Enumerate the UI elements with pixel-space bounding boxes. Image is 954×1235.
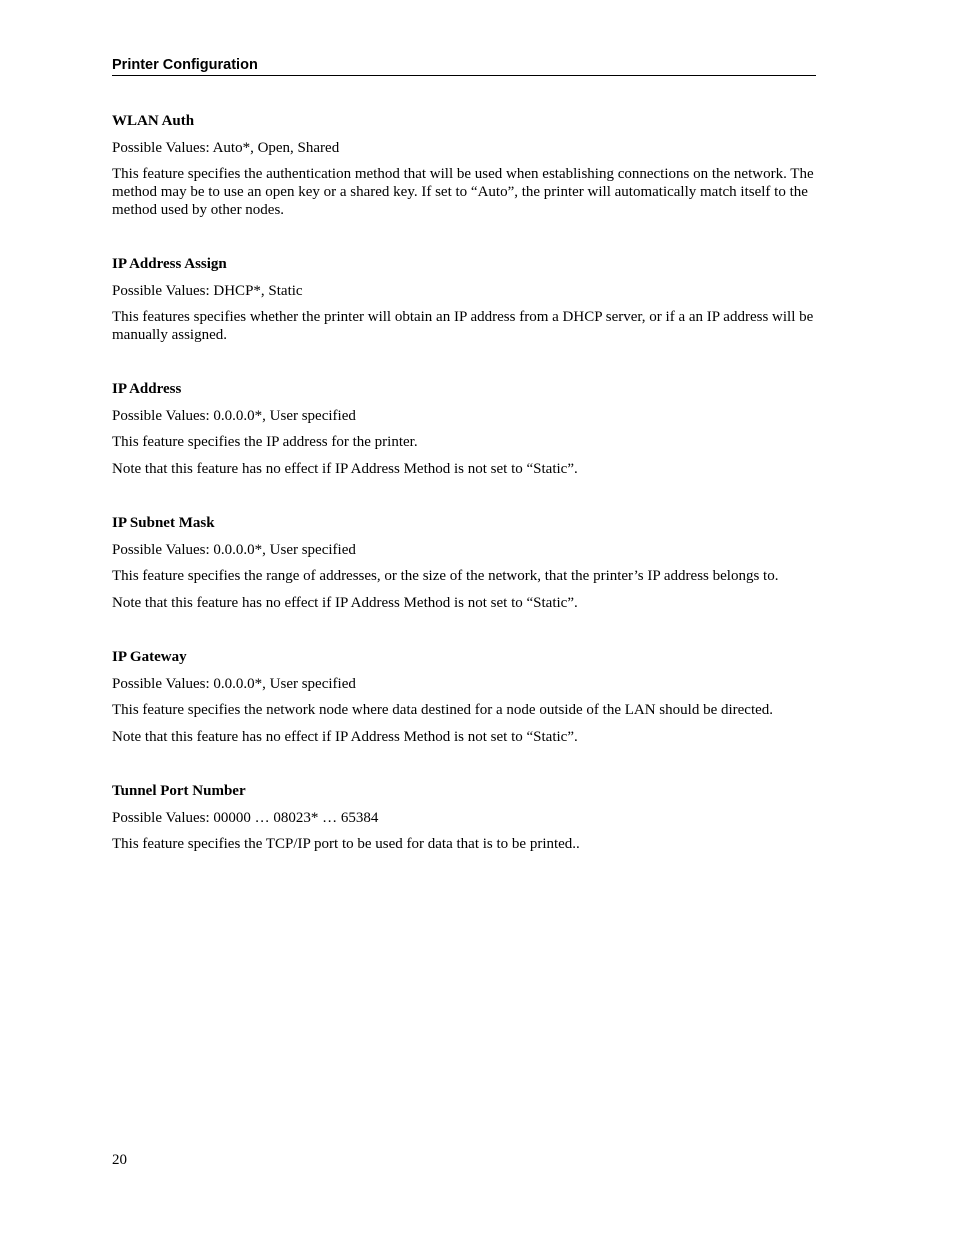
description-paragraph: This feature specifies the network node where data destined for a node outside of the LAN should be directed. (112, 702, 774, 718)
possible-values: Possible Values: DHCP*, Static (112, 283, 303, 299)
possible-values: Possible Values: Auto*, Open, Shared (112, 140, 340, 156)
section-title: IP Subnet Mask (112, 515, 215, 531)
page-number: 20 (112, 1152, 127, 1168)
section-ip-gateway (112, 647, 822, 746)
section-title: IP Address (112, 381, 182, 397)
note-paragraph: Note that this feature has no effect if IP Address Method is not set to “Static”. (112, 461, 578, 477)
description-paragraph: This feature specifies the authentication method that will be used when establishing connections on the network. The method may be to use an open key or a shared key. If set to “Auto”, the printer will automatically match itself to the method used by other nodes. (112, 166, 814, 218)
section-tunnel-port-number (112, 781, 822, 853)
document-body (112, 111, 822, 888)
description-paragraph: This feature specifies the range of addresses, or the size of the network, that the printer’s IP address belongs to. (112, 568, 779, 584)
possible-values: Possible Values: 0.0.0.0*, User specified (112, 676, 356, 692)
note-paragraph: Note that this feature has no effect if IP Address Method is not set to “Static”. (112, 595, 578, 611)
section-wlan-auth (112, 111, 822, 219)
note-paragraph: Note that this feature has no effect if IP Address Method is not set to “Static”. (112, 729, 578, 745)
possible-values: Possible Values: 00000 … 08023* … 65384 (112, 810, 379, 826)
description-paragraph: This features specifies whether the printer will obtain an IP address from a DHCP server, or if a an IP address will be manually assigned. (112, 309, 814, 343)
page-header (112, 56, 816, 76)
section-ip-address (112, 379, 822, 478)
section-title: IP Address Assign (112, 256, 227, 272)
section-ip-subnet-mask (112, 513, 822, 612)
section-title: IP Gateway (112, 649, 187, 665)
section-title: WLAN Auth (112, 113, 195, 129)
description-paragraph: This feature specifies the TCP/IP port to be used for data that is to be printed.. (112, 836, 580, 852)
description-paragraph: This feature specifies the IP address for the printer. (112, 434, 418, 450)
possible-values: Possible Values: 0.0.0.0*, User specified (112, 542, 356, 558)
section-ip-address-assign (112, 254, 822, 344)
section-title: Tunnel Port Number (112, 783, 246, 799)
possible-values: Possible Values: 0.0.0.0*, User specified (112, 408, 356, 424)
page-header-title: Printer Configuration (112, 57, 258, 73)
